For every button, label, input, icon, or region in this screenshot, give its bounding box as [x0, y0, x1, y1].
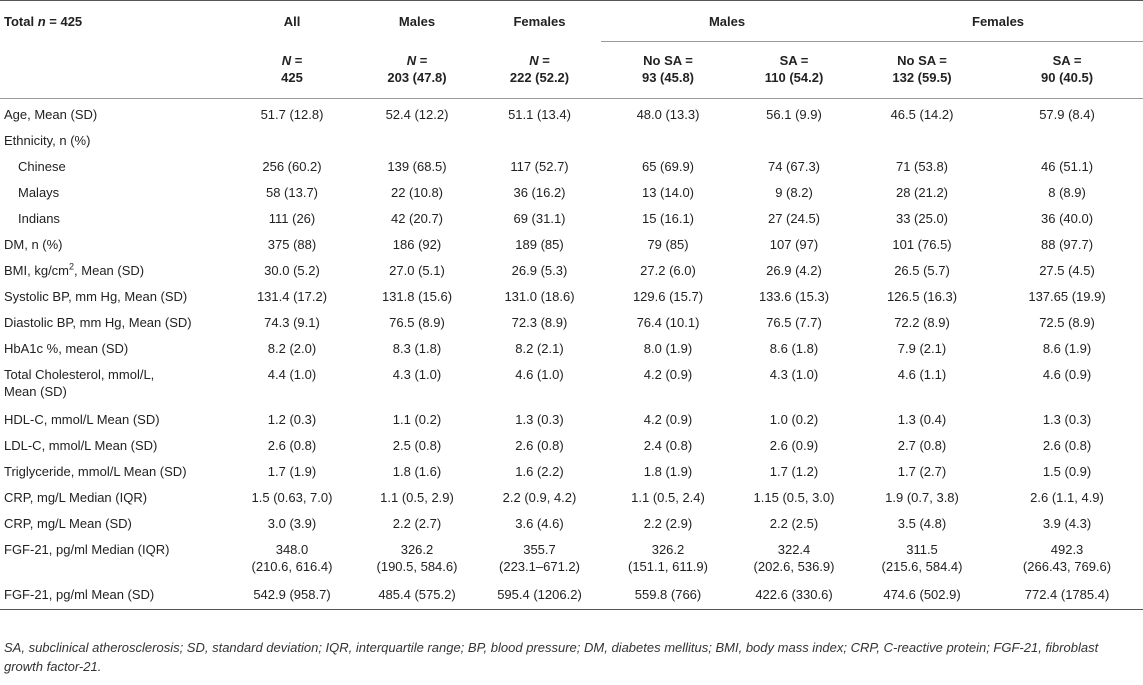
- cell: 74.3 (9.1): [264, 315, 320, 330]
- row-label: FGF-21, pg/ml Median (IQR): [4, 542, 170, 557]
- table-row-crp-median: [0, 482, 1143, 508]
- table-row-age: [0, 99, 1143, 126]
- cell: 76.5 (7.7): [766, 315, 822, 330]
- cell: 72.2 (8.9): [894, 315, 950, 330]
- cell: 27.2 (6.0): [640, 263, 696, 278]
- cell: 322.4 (202.6, 536.9): [753, 542, 835, 574]
- cell: 51.1 (13.4): [508, 107, 571, 122]
- cell: 76.4 (10.1): [636, 315, 700, 330]
- cell: 8.6 (1.9): [1042, 341, 1092, 356]
- cell: 256 (60.2): [262, 159, 322, 174]
- total-n-header: Total n = 425: [4, 14, 83, 29]
- cell: 2.2 (2.5): [769, 516, 819, 531]
- cell: 26.9 (5.3): [511, 263, 568, 278]
- cell: 1.2 (0.3): [267, 412, 317, 427]
- cell: 137.65 (19.9): [1028, 289, 1106, 304]
- col-count-females-no-sa: No SA = 132 (59.5): [853, 42, 991, 99]
- cell: 3.0 (3.9): [267, 516, 317, 531]
- table-row-diastolic-bp: [0, 307, 1143, 333]
- col-header-males: Males: [398, 14, 436, 29]
- cell: 4.4 (1.0): [267, 367, 317, 382]
- row-label: Age, Mean (SD): [4, 107, 98, 122]
- group-header-females: Females: [853, 1, 1143, 42]
- table-row-dm: [0, 229, 1143, 255]
- col-count-females-sa: SA = 90 (40.5): [991, 42, 1143, 99]
- cell: 422.6 (330.6): [735, 579, 853, 610]
- cell: 3.9 (4.3): [1042, 516, 1092, 531]
- cell: 58 (13.7): [265, 185, 319, 200]
- cell: 474.6 (502.9): [853, 579, 991, 610]
- cell: 72.3 (8.9): [511, 315, 568, 330]
- cell: 1.3 (0.3): [515, 412, 564, 427]
- cell: 27.0 (5.1): [389, 263, 445, 278]
- cell: 9 (8.2): [775, 185, 813, 200]
- cell: 348.0 (210.6, 616.4): [251, 542, 333, 574]
- cell: 46 (51.1): [1041, 159, 1094, 174]
- table-row-total-cholesterol: [0, 359, 1143, 404]
- cell: 8.3 (1.8): [392, 341, 442, 356]
- cell: 8.6 (1.8): [769, 341, 819, 356]
- cell: [601, 125, 735, 151]
- cell: 2.7 (0.8): [897, 438, 947, 453]
- cell: 2.4 (0.8): [643, 438, 693, 453]
- cell: 131.4 (17.2): [256, 289, 328, 304]
- cell: 186 (92): [392, 237, 442, 252]
- cell: 30.0 (5.2): [264, 263, 320, 278]
- cell: 65 (69.9): [641, 159, 695, 174]
- row-label: HDL-C, mmol/L Mean (SD): [4, 412, 160, 427]
- row-label: FGF-21, pg/ml Mean (SD): [0, 579, 228, 610]
- table-row-ldl-c: [0, 430, 1143, 456]
- cell: 79 (85): [647, 237, 689, 252]
- row-label: Total Cholesterol, mmol/L, Mean (SD): [4, 367, 155, 399]
- cell: 1.0 (0.2): [769, 412, 819, 427]
- cell: 492.3 (266.43, 769.6): [1022, 542, 1112, 574]
- cell: 355.7 (223.1–671.2): [499, 542, 580, 574]
- cell: 76.5 (8.9): [389, 315, 445, 330]
- col-count-males-no-sa: No SA = 93 (45.8): [601, 42, 735, 99]
- cell: 74 (67.3): [767, 159, 821, 174]
- cell: [735, 125, 853, 151]
- row-label: Diastolic BP, mm Hg, Mean (SD): [4, 315, 192, 330]
- table-footnote: SA, subclinical atherosclerosis; SD, standard deviation; IQR, interquartile range; BP, blood pressure; DM, diabetes mellitus; BMI, body mass index; CRP, C-reactive protein; FGF-21, fibroblast growth factor-21.: [4, 640, 1099, 674]
- cell: 2.6 (0.8): [267, 438, 317, 453]
- row-label: CRP, mg/L Mean (SD): [4, 516, 132, 531]
- table-row-systolic-bp: [0, 281, 1143, 307]
- cell: 52.4 (12.2): [385, 107, 449, 122]
- cell: 1.8 (1.6): [392, 464, 442, 479]
- cell: 51.7 (12.8): [260, 107, 324, 122]
- cell: [853, 125, 991, 151]
- cell: 1.8 (1.9): [643, 464, 693, 479]
- row-label: HbA1c %, mean (SD): [4, 341, 129, 356]
- cell: 559.8 (766): [601, 579, 735, 610]
- cell: 326.2 (190.5, 584.6): [376, 542, 458, 574]
- row-label: BMI, $kg/cm^2$, Mean (SD): [4, 261, 145, 278]
- col-count-males: N = 203 (47.8): [356, 42, 478, 99]
- cell: 26.9 (4.2): [766, 263, 822, 278]
- row-label: Chinese: [18, 159, 66, 174]
- cell: 22 (10.8): [390, 185, 444, 200]
- table-row-malays: [0, 177, 1143, 203]
- cell: 3.5 (4.8): [897, 516, 947, 531]
- cell: 1.7 (1.9): [267, 464, 317, 479]
- cell: 126.5 (16.3): [886, 289, 958, 304]
- cell: 8.2 (2.0): [267, 341, 317, 356]
- cell: [478, 125, 601, 151]
- cell: 1.5 (0.63, 7.0): [251, 490, 333, 505]
- cell: 542.9 (958.7): [228, 579, 356, 610]
- cell: 129.6 (15.7): [632, 289, 704, 304]
- row-label: Ethnicity, n (%): [4, 133, 91, 148]
- cell: 485.4 (575.2): [356, 579, 478, 610]
- cell: 2.2 (2.7): [392, 516, 442, 531]
- table-row-bmi: [0, 255, 1143, 281]
- cell: 28 (21.2): [895, 185, 949, 200]
- cell: 4.6 (1.1): [897, 367, 947, 382]
- cell: [228, 125, 356, 151]
- cell: 2.6 (1.1, 4.9): [1030, 490, 1104, 505]
- cell: 2.2 (2.9): [643, 516, 693, 531]
- cell: 4.3 (1.0): [392, 367, 442, 382]
- table-row-triglyceride: [0, 456, 1143, 482]
- row-label: Systolic BP, mm Hg, Mean (SD): [4, 289, 188, 304]
- table-row-chinese: [0, 151, 1143, 177]
- cell: 107 (97): [769, 237, 819, 252]
- cell: 8.0 (1.9): [643, 341, 693, 356]
- col-header-females: Females: [513, 14, 566, 29]
- cell: 36 (40.0): [1041, 211, 1094, 226]
- table-row-fgf21-mean: [0, 579, 1143, 610]
- table-row-indians: [0, 203, 1143, 229]
- row-label: DM, n (%): [4, 237, 63, 252]
- cell: 71 (53.8): [895, 159, 949, 174]
- cell: 72.5 (8.9): [1039, 315, 1095, 330]
- row-label: CRP, mg/L Median (IQR): [4, 490, 148, 505]
- table-row-ethnicity: [0, 125, 1143, 151]
- cell: 117 (52.7): [510, 159, 569, 174]
- cell: 326.2 (151.1, 611.9): [628, 542, 708, 574]
- table-row-crp-mean: [0, 508, 1143, 534]
- cell: 8.2 (2.1): [515, 341, 564, 356]
- cell: 57.9 (8.4): [1039, 107, 1095, 122]
- cell: 42 (20.7): [390, 211, 444, 226]
- cell: 4.2 (0.9): [643, 367, 693, 382]
- cell: 56.1 (9.9): [766, 107, 822, 122]
- cell: 2.6 (0.8): [515, 438, 564, 453]
- cell: 1.1 (0.2): [392, 412, 442, 427]
- header-spacer: [0, 42, 228, 99]
- cell: 111 (26): [268, 211, 316, 226]
- cell: 8 (8.9): [1048, 185, 1086, 200]
- cell: 69 (31.1): [513, 211, 566, 226]
- cell: 1.9 (0.7, 3.8): [885, 490, 959, 505]
- cell: 4.6 (0.9): [1042, 367, 1092, 382]
- cell: 772.4 (1785.4): [991, 579, 1143, 610]
- cell: 131.0 (18.6): [504, 289, 575, 304]
- cell: 46.5 (14.2): [890, 107, 954, 122]
- cell: 2.5 (0.8): [392, 438, 442, 453]
- row-label: LDL-C, mmol/L Mean (SD): [4, 438, 158, 453]
- row-label: Triglyceride, mmol/L Mean (SD): [4, 464, 187, 479]
- cell: 27 (24.5): [767, 211, 821, 226]
- table-row-hdl-c: [0, 404, 1143, 430]
- cell: 2.6 (0.8): [1042, 438, 1092, 453]
- row-label: Indians: [18, 211, 60, 226]
- col-count-females: N = 222 (52.2): [478, 42, 601, 99]
- cell: 1.6 (2.2): [515, 464, 564, 479]
- cell: 1.1 (0.5, 2.9): [380, 490, 454, 505]
- cell: 595.4 (1206.2): [478, 579, 601, 610]
- cell: 15 (16.1): [641, 211, 695, 226]
- cell: 88 (97.7): [1041, 237, 1094, 252]
- cell: 3.6 (4.6): [515, 516, 564, 531]
- cell: [356, 125, 478, 151]
- cell: 1.7 (1.2): [769, 464, 819, 479]
- col-count-males-sa: SA = 110 (54.2): [735, 42, 853, 99]
- header-row-groups: [0, 1, 1143, 42]
- cell: 1.3 (0.3): [1042, 412, 1092, 427]
- cell: 48.0 (13.3): [636, 107, 700, 122]
- cell: 4.3 (1.0): [769, 367, 819, 382]
- cell: 26.5 (5.7): [894, 263, 950, 278]
- cell: 2.6 (0.9): [769, 438, 819, 453]
- cell: 1.15 (0.5, 3.0): [753, 490, 835, 505]
- cell: 101 (76.5): [892, 237, 952, 252]
- group-header-males: Males: [601, 1, 853, 42]
- cell: 33 (25.0): [895, 211, 949, 226]
- cell: 131.8 (15.6): [381, 289, 453, 304]
- cell: 2.2 (0.9, 4.2): [502, 490, 577, 505]
- header-row-counts: [0, 42, 1143, 99]
- cell: 1.1 (0.5, 2.4): [631, 490, 705, 505]
- cell: 189 (85): [515, 237, 564, 252]
- table-row-hba1c: [0, 333, 1143, 359]
- cell: 27.5 (4.5): [1039, 263, 1095, 278]
- cell: 1.3 (0.4): [897, 412, 947, 427]
- cell: 4.6 (1.0): [515, 367, 564, 382]
- cell: [991, 125, 1143, 151]
- cell: 13 (14.0): [641, 185, 695, 200]
- table-row-fgf21-median: [0, 534, 1143, 579]
- cell: 139 (68.5): [387, 159, 447, 174]
- cell: 375 (88): [267, 237, 317, 252]
- col-header-all: All: [283, 14, 301, 29]
- cell: 1.7 (2.7): [897, 464, 947, 479]
- col-count-all: N = 425: [228, 42, 356, 99]
- cell: 311.5 (215.6, 584.4): [881, 542, 963, 574]
- row-label: Malays: [18, 185, 60, 200]
- cell: 133.6 (15.3): [758, 289, 830, 304]
- cell: 36 (16.2): [513, 185, 566, 200]
- cell: 4.2 (0.9): [643, 412, 693, 427]
- cell: 7.9 (2.1): [897, 341, 947, 356]
- cell: 1.5 (0.9): [1042, 464, 1092, 479]
